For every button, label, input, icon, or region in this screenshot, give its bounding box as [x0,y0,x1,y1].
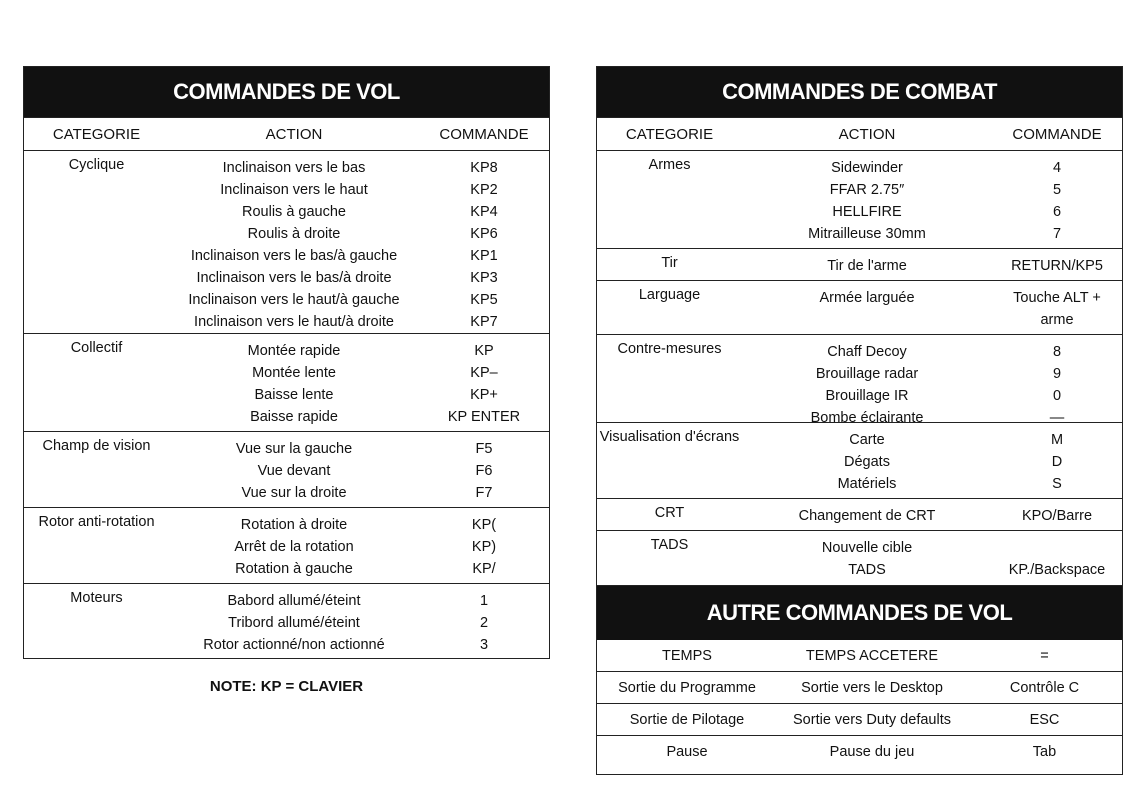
command-line: 2 [479,615,489,631]
other-controls-title: AUTRE COMMANDES DE VOL [597,585,1122,640]
action-line: FFAR 2.75″ [829,182,905,198]
group-actions [742,151,992,248]
action-line: Inclinaison vers le haut/à gauche [188,292,400,308]
group-commands [419,584,549,658]
action-line: Nouvelle cible [821,540,913,556]
header-command: COMMANDE [439,125,529,143]
command-line: 8 [1052,344,1062,360]
action-line: HELLFIRE [832,204,902,220]
group-category: Armes [648,157,691,173]
command-line: KP3 [470,270,498,286]
group-commands [419,508,549,583]
action-line: Brouillage IR [825,388,909,404]
flight-controls-table [23,66,550,659]
command-line: KP) [471,539,497,555]
group-category: Contre-mesures [617,341,722,357]
keypad-note: NOTE: KP = CLAVIER [209,678,364,695]
group-actions [169,334,419,431]
group-actions [742,531,992,585]
command-line: F5 [475,441,493,457]
row-command: ESC [1029,711,1060,728]
command-line: KP [474,343,494,359]
command-line: D [1051,454,1063,470]
other-control-row [597,640,1122,672]
control-group [597,423,1122,499]
group-actions [742,423,992,498]
group-commands [992,281,1122,334]
command-line: KP/ [472,561,496,577]
combat-groups [597,151,1122,585]
row-action: Sortie vers Duty defaults [793,711,951,728]
control-group [24,334,549,432]
action-line: Rotation à gauche [235,561,353,577]
other-control-row [597,736,1122,768]
command-line: 7 [1052,226,1062,242]
row-category: Sortie du Programme [618,679,756,696]
control-group [24,584,549,658]
header-action: ACTION [838,125,896,143]
group-commands [992,249,1122,280]
command-line [992,537,1122,559]
action-line: Mitrailleuse 30mm [808,226,926,242]
control-group [597,335,1122,426]
action-line: Matériels [837,476,897,492]
action-line: Bombe éclairante [810,410,924,426]
command-line: KP– [470,365,498,381]
command-line: 0 [1052,388,1062,404]
command-line: F6 [475,463,493,479]
header-category: CATEGORIE [52,125,141,143]
control-group [24,508,549,584]
group-category: Champ de vision [42,438,151,454]
row-category: Pause [666,744,708,760]
action-line: Inclinaison vers le bas/à droite [196,270,392,286]
group-commands [992,335,1122,426]
control-group [597,151,1122,249]
group-category: TADS [650,537,689,553]
group-category: Moteurs [70,590,123,606]
action-line: Vue sur la droite [241,485,347,501]
action-line: Vue devant [257,463,331,479]
command-line: F7 [475,485,493,501]
group-category: Cyclique [68,157,125,173]
command-line: KP6 [470,226,498,242]
action-line: TADS [848,562,886,578]
header-action: ACTION [265,125,323,143]
group-category: Visualisation d'écrans [599,429,740,445]
control-group [24,432,549,508]
group-actions [169,508,419,583]
control-group [597,499,1122,531]
row-command: Contrôle C [1009,679,1080,696]
command-line: KP7 [470,314,498,330]
header-command: COMMANDE [1012,125,1102,143]
group-commands [992,423,1122,498]
action-line: Chaff Decoy [827,344,907,360]
action-line: Tribord allumé/éteint [228,615,360,631]
row-category: TEMPS [662,647,712,664]
action-line: Dégats [844,454,890,470]
command-line: M [1050,432,1064,448]
action-line: Inclinaison vers le haut/à droite [194,314,394,330]
command-line: 5 [1052,182,1062,198]
command-line: Touche ALT + [1013,290,1101,306]
action-line: Roulis à gauche [242,204,346,220]
action-line: Baisse lente [254,387,334,403]
action-line: Tir de l'arme [827,258,907,274]
command-line: KP+ [470,387,498,403]
action-line: Montée lente [252,365,336,381]
action-line: Carte [849,432,885,448]
group-category: CRT [654,505,685,521]
group-commands [419,151,549,333]
combat-header-row [597,117,1122,151]
command-line: 3 [479,637,489,653]
action-line: Roulis à droite [247,226,341,242]
command-line: KPO/Barre [1021,508,1093,524]
action-line: Vue sur la gauche [235,441,353,457]
command-line: KP( [471,517,497,533]
group-commands [992,151,1122,248]
combat-controls-title: COMMANDES DE COMBAT [597,67,1122,117]
group-actions [742,499,992,530]
action-line: Inclinaison vers le bas [222,160,366,176]
command-line: KP8 [470,160,498,176]
header-category: CATEGORIE [625,125,714,143]
action-line: Rotation à droite [240,517,348,533]
command-line: 9 [1052,366,1062,382]
command-line: KP./Backspace [1008,562,1106,578]
control-group [597,281,1122,335]
command-line: 1 [479,593,489,609]
group-commands [992,531,1122,585]
flight-controls-title: COMMANDES DE VOL [24,67,549,117]
row-category: Sortie de Pilotage [629,711,745,728]
command-line: arme [1040,312,1074,328]
row-action: Pause du jeu [829,744,915,760]
flight-header-row [24,117,549,151]
command-line: KP5 [470,292,498,308]
group-category: Tir [661,255,678,271]
other-control-row [597,704,1122,736]
command-line: KP2 [470,182,498,198]
row-command: Tab [1032,744,1057,760]
group-actions [742,335,992,426]
other-control-row [597,672,1122,704]
action-line: Sidewinder [831,160,903,176]
control-group [24,151,549,334]
group-category: Collectif [70,340,123,356]
action-line: Baisse rapide [250,409,338,425]
combat-controls-table [596,66,1123,775]
flight-groups [24,151,549,658]
group-commands [419,334,549,431]
command-line: KP1 [470,248,498,264]
action-line: Montée rapide [247,343,341,359]
group-actions [742,281,992,334]
control-group [597,531,1122,585]
action-line: Rotor actionné/non actionné [203,637,385,653]
other-controls-rows [597,640,1122,768]
group-actions [169,151,419,333]
action-line: Inclinaison vers le haut [220,182,368,198]
action-line: Inclinaison vers le bas/à gauche [190,248,398,264]
group-actions [742,249,992,280]
action-line: Changement de CRT [798,508,936,524]
control-group [597,249,1122,281]
command-line: 4 [1052,160,1062,176]
group-actions [169,432,419,507]
action-line: Arrêt de la rotation [234,539,354,555]
group-commands [992,499,1122,530]
group-category: Rotor anti-rotation [38,514,155,530]
row-action: Sortie vers le Desktop [801,679,943,696]
row-action: TEMPS ACCETERE [805,647,939,664]
action-line: Brouillage radar [815,366,919,382]
group-commands [419,432,549,507]
command-line: — [1049,410,1065,426]
row-command: = [1040,647,1049,664]
group-actions [169,584,419,658]
command-line: KP4 [470,204,498,220]
command-line: S [1052,476,1062,492]
command-line: 6 [1052,204,1062,220]
action-line: Babord allumé/éteint [227,593,361,609]
command-line: KP ENTER [447,409,521,425]
action-line: Armée larguée [819,290,915,306]
command-line: RETURN/KP5 [1011,258,1103,274]
group-category: Larguage [638,287,701,303]
